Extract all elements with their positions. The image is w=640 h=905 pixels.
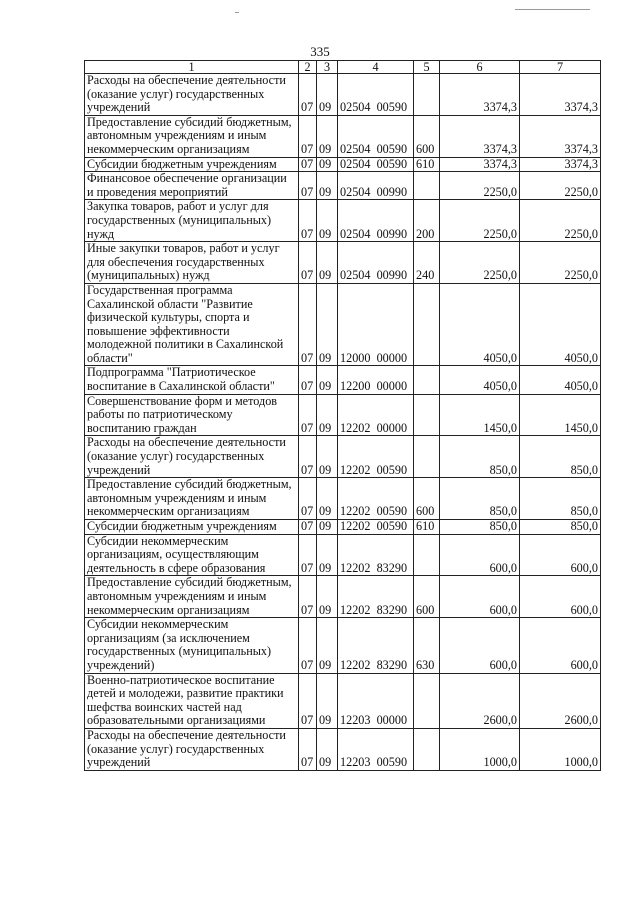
row-subsection-code: 09	[317, 394, 338, 436]
row-name-cell: Финансовое обеспечение организации и проведения мероприятий	[85, 172, 299, 200]
row-name-cell: Субсидии некоммерческим организациям, осуществляющим деятельность в сфере образования	[85, 534, 299, 576]
row-name-cell: Расходы на обеспечение деятельности (оказание услуг) государственных учреждений	[85, 436, 299, 478]
row-expense-type-code	[414, 673, 440, 728]
row-target-article-code: 12203 00000	[338, 673, 414, 728]
row-subsection-code: 09	[317, 673, 338, 728]
row-amount-col7: 3374,3	[520, 74, 601, 116]
table-row	[85, 157, 601, 172]
row-subsection-code: 09	[317, 200, 338, 242]
table-row	[85, 534, 601, 576]
row-expense-type-code: 200	[414, 200, 440, 242]
row-amount-col7: 3374,3	[520, 115, 601, 157]
row-section-code: 07	[299, 157, 317, 172]
row-target-article-code: 02504 00990	[338, 242, 414, 284]
row-section-code: 07	[299, 200, 317, 242]
row-section-code: 07	[299, 673, 317, 728]
row-name-cell: Предоставление субсидий бюджетным, автономным учреждениям и иным некоммерческим организациям	[85, 115, 299, 157]
row-subsection-code: 09	[317, 436, 338, 478]
row-section-code: 07	[299, 576, 317, 618]
row-subsection-code: 09	[317, 283, 338, 366]
table-row	[85, 576, 601, 618]
row-target-article-code: 12202 83290	[338, 534, 414, 576]
row-name-cell: Субсидии бюджетным учреждениям	[85, 520, 299, 535]
table-row	[85, 520, 601, 535]
row-subsection-code: 09	[317, 728, 338, 770]
row-expense-type-code	[414, 728, 440, 770]
row-expense-type-code: 610	[414, 157, 440, 172]
row-amount-col6: 2250,0	[440, 200, 520, 242]
row-section-code: 07	[299, 520, 317, 535]
row-subsection-code: 09	[317, 478, 338, 520]
row-amount-col6: 3374,3	[440, 115, 520, 157]
row-name-cell: Иные закупки товаров, работ и услуг для обеспечения государственных (муниципальных) нужд	[85, 242, 299, 284]
row-amount-col7: 850,0	[520, 478, 601, 520]
row-name-cell: Предоставление субсидий бюджетным, автономным учреждениям и иным некоммерческим организациям	[85, 478, 299, 520]
row-section-code: 07	[299, 366, 317, 394]
table-row	[85, 172, 601, 200]
row-name-cell: Государственная программа Сахалинской области "Развитие физической культуры, спорта и повышение эффективности молодежной политики в Сахалинской области"	[85, 283, 299, 366]
header-cell-col6: 6	[440, 61, 520, 74]
table-row	[85, 283, 601, 366]
row-name-cell: Субсидии бюджетным учреждениям	[85, 157, 299, 172]
row-amount-col7: 850,0	[520, 436, 601, 478]
row-amount-col7: 2250,0	[520, 200, 601, 242]
row-target-article-code: 12203 00590	[338, 728, 414, 770]
row-section-code: 07	[299, 436, 317, 478]
row-expense-type-code: 240	[414, 242, 440, 284]
row-subsection-code: 09	[317, 520, 338, 535]
row-section-code: 07	[299, 478, 317, 520]
row-subsection-code: 09	[317, 576, 338, 618]
row-amount-col6: 600,0	[440, 618, 520, 673]
row-amount-col6: 4050,0	[440, 283, 520, 366]
row-expense-type-code	[414, 534, 440, 576]
row-amount-col7: 2250,0	[520, 242, 601, 284]
table-row	[85, 436, 601, 478]
row-target-article-code: 02504 00590	[338, 157, 414, 172]
header-cell-col2: 2	[299, 61, 317, 74]
table-row	[85, 673, 601, 728]
row-target-article-code: 12202 00000	[338, 394, 414, 436]
table-row	[85, 200, 601, 242]
row-amount-col7: 4050,0	[520, 366, 601, 394]
row-subsection-code: 09	[317, 534, 338, 576]
row-subsection-code: 09	[317, 157, 338, 172]
row-amount-col6: 4050,0	[440, 366, 520, 394]
row-name-cell: Субсидии некоммерческим организациям (за исключением государственных (муниципальных) учреждений)	[85, 618, 299, 673]
row-subsection-code: 09	[317, 172, 338, 200]
row-amount-col7: 4050,0	[520, 283, 601, 366]
row-amount-col7: 850,0	[520, 520, 601, 535]
header-cell-col1: 1	[85, 61, 299, 74]
row-amount-col7: 600,0	[520, 576, 601, 618]
row-amount-col6: 3374,3	[440, 157, 520, 172]
row-section-code: 07	[299, 618, 317, 673]
row-target-article-code: 12202 00590	[338, 520, 414, 535]
row-amount-col7: 1000,0	[520, 728, 601, 770]
row-expense-type-code	[414, 74, 440, 116]
row-expense-type-code: 600	[414, 115, 440, 157]
row-amount-col7: 2250,0	[520, 172, 601, 200]
row-section-code: 07	[299, 728, 317, 770]
header-cell-col7: 7	[520, 61, 601, 74]
header-cell-col3: 3	[317, 61, 338, 74]
table-header-row	[85, 61, 601, 74]
row-expense-type-code	[414, 394, 440, 436]
row-amount-col6: 850,0	[440, 478, 520, 520]
row-target-article-code: 02504 00990	[338, 200, 414, 242]
row-amount-col6: 600,0	[440, 576, 520, 618]
row-amount-col6: 3374,3	[440, 74, 520, 116]
row-target-article-code: 12202 00590	[338, 436, 414, 478]
header-cell-col4: 4	[338, 61, 414, 74]
row-target-article-code: 02504 00990	[338, 172, 414, 200]
table-row	[85, 618, 601, 673]
table-row	[85, 115, 601, 157]
row-subsection-code: 09	[317, 366, 338, 394]
row-target-article-code: 12202 00590	[338, 478, 414, 520]
row-section-code: 07	[299, 283, 317, 366]
row-section-code: 07	[299, 394, 317, 436]
row-expense-type-code: 630	[414, 618, 440, 673]
row-section-code: 07	[299, 534, 317, 576]
row-section-code: 07	[299, 172, 317, 200]
row-expense-type-code	[414, 366, 440, 394]
row-amount-col6: 1000,0	[440, 728, 520, 770]
row-expense-type-code	[414, 283, 440, 366]
row-subsection-code: 09	[317, 242, 338, 284]
page-number: 335	[310, 44, 330, 59]
table-row	[85, 366, 601, 394]
row-amount-col6: 2250,0	[440, 172, 520, 200]
row-name-cell: Закупка товаров, работ и услуг для государственных (муниципальных) нужд	[85, 200, 299, 242]
table-row	[85, 242, 601, 284]
row-subsection-code: 09	[317, 115, 338, 157]
table-row	[85, 394, 601, 436]
row-section-code: 07	[299, 242, 317, 284]
row-name-cell: Совершенствование форм и методов работы по патриотическому воспитанию граждан	[85, 394, 299, 436]
row-name-cell: Расходы на обеспечение деятельности (оказание услуг) государственных учреждений	[85, 728, 299, 770]
budget-table	[84, 60, 601, 771]
row-expense-type-code	[414, 172, 440, 200]
row-subsection-code: 09	[317, 74, 338, 116]
row-name-cell: Военно-патриотическое воспитание детей и молодежи, развитие практики шефства воинских частей над образовательными организациями	[85, 673, 299, 728]
row-section-code: 07	[299, 115, 317, 157]
header-cell-col5: 5	[414, 61, 440, 74]
table-row	[85, 728, 601, 770]
row-amount-col7: 1450,0	[520, 394, 601, 436]
row-amount-col7: 600,0	[520, 618, 601, 673]
row-expense-type-code	[414, 436, 440, 478]
row-amount-col7: 600,0	[520, 534, 601, 576]
row-section-code: 07	[299, 74, 317, 116]
row-amount-col7: 3374,3	[520, 157, 601, 172]
scan-artifact-line	[515, 9, 590, 10]
row-expense-type-code: 610	[414, 520, 440, 535]
row-target-article-code: 02504 00590	[338, 74, 414, 116]
row-amount-col6: 850,0	[440, 436, 520, 478]
row-name-cell: Расходы на обеспечение деятельности (оказание услуг) государственных учреждений	[85, 74, 299, 116]
row-target-article-code: 02504 00590	[338, 115, 414, 157]
table-row	[85, 74, 601, 116]
row-expense-type-code: 600	[414, 576, 440, 618]
row-subsection-code: 09	[317, 618, 338, 673]
row-target-article-code: 12000 00000	[338, 283, 414, 366]
row-target-article-code: 12200 00000	[338, 366, 414, 394]
row-name-cell: Подпрограмма "Патриотическое воспитание в Сахалинской области"	[85, 366, 299, 394]
row-amount-col6: 850,0	[440, 520, 520, 535]
row-amount-col6: 2250,0	[440, 242, 520, 284]
table-row	[85, 478, 601, 520]
row-amount-col6: 2600,0	[440, 673, 520, 728]
row-amount-col6: 1450,0	[440, 394, 520, 436]
row-target-article-code: 12202 83290	[338, 618, 414, 673]
row-name-cell: Предоставление субсидий бюджетным, автономным учреждениям и иным некоммерческим организациям	[85, 576, 299, 618]
row-amount-col6: 600,0	[440, 534, 520, 576]
scan-artifact-dot	[235, 12, 239, 13]
row-expense-type-code: 600	[414, 478, 440, 520]
row-amount-col7: 2600,0	[520, 673, 601, 728]
row-target-article-code: 12202 83290	[338, 576, 414, 618]
table-body	[85, 74, 601, 771]
